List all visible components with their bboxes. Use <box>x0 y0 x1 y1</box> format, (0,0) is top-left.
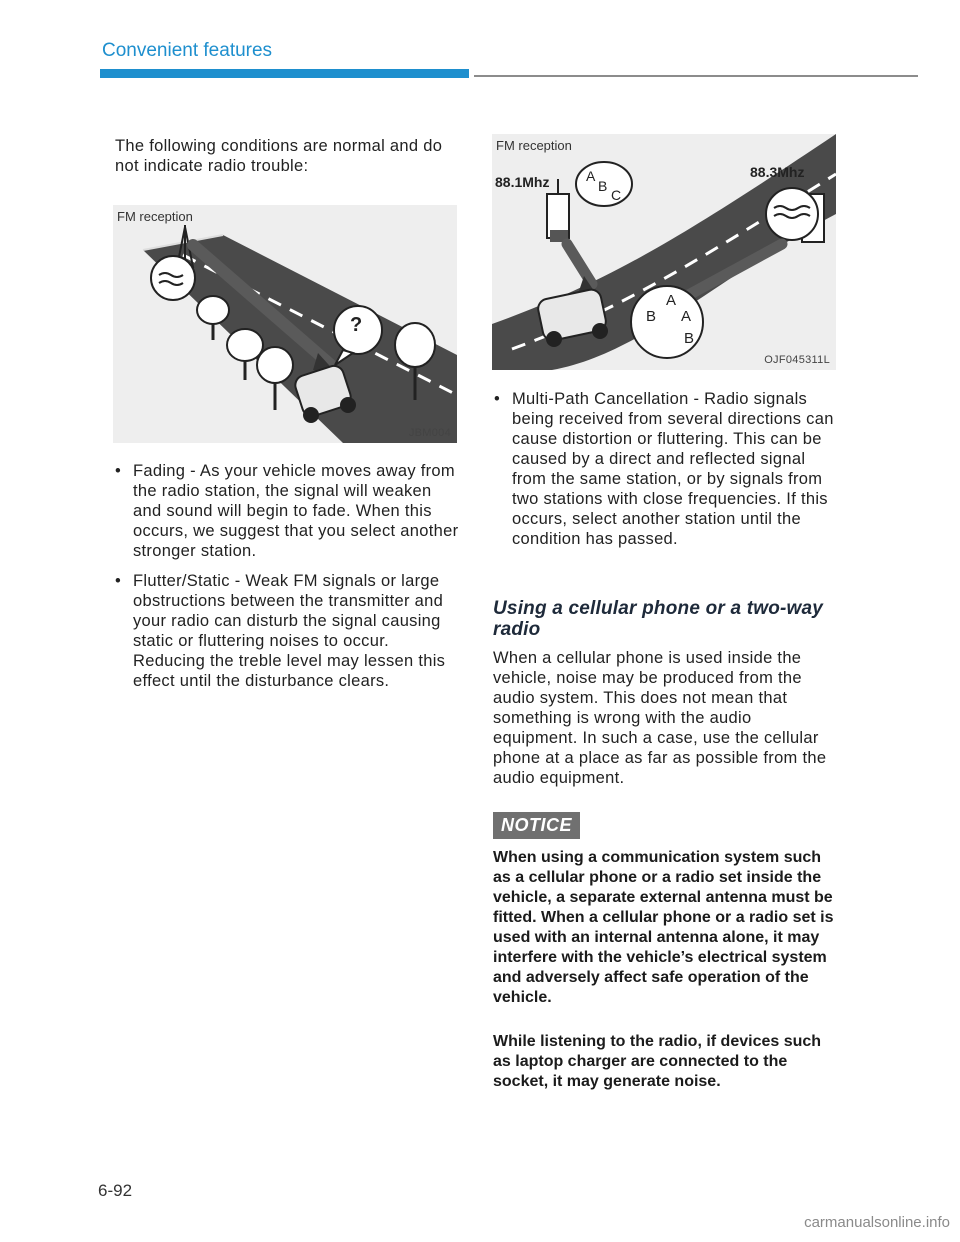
figure-code: JBM004 <box>408 427 451 439</box>
intro-paragraph: The following conditions are normal and do not indicate radio trouble: <box>115 137 443 175</box>
frequency-label-left: 88.1Mhz <box>495 174 550 190</box>
bubble-letter: C <box>611 187 622 203</box>
bullet-flutter <box>115 571 463 691</box>
question-mark: ? <box>350 314 363 336</box>
bubble-letter: A <box>586 168 596 184</box>
wave-letter: A <box>681 308 692 325</box>
bullet-list-right <box>494 389 842 549</box>
wave-letter: A <box>666 292 677 309</box>
cellular-paragraph: When a cellular phone is used inside the vehicle, noise may be produced from the audio system. This does not mean that something is wrong with the audio equipment. In such a case, use the cellular phone at a place as far as possible from the audio equipment. <box>493 649 827 787</box>
section-title: Convenient features <box>102 40 273 61</box>
figure-fading <box>113 205 457 443</box>
frequency-label-right: 88.3Mhz <box>750 164 805 180</box>
notice-paragraph-2: While listening to the radio, if devices such as laptop charger are connected to the socket, it may generate noise. <box>493 1033 822 1090</box>
wave-letter: B <box>646 308 657 325</box>
cellular-heading: Using a cellular phone or a two-way radio <box>493 598 824 640</box>
bullet-text: Flutter/Static - Weak FM signals or large obstructions between the transmitter and your radio can disturb the signal causing static or fluttering noises to occur. Reducing the treble level may lessen this effect until the disturbance clears. <box>133 572 446 690</box>
fading-illustration <box>113 205 457 443</box>
bullet-text: Fading - As your vehicle moves away from the radio station, the signal will weaken and sound will begin to fade. When this occurs, we suggest that you select another stronger station. <box>133 462 459 560</box>
bullet-marker: • <box>115 462 122 480</box>
bullet-fading <box>115 461 463 561</box>
bubble-letter: B <box>598 178 608 194</box>
header-rule <box>474 75 918 77</box>
figure-caption: FM reception <box>117 209 193 224</box>
notice-badge: NOTICE <box>493 812 580 839</box>
bullet-list-left <box>115 461 463 691</box>
watermark: carmanualsonline.info <box>804 1214 950 1231</box>
figure-code: OJF045311L <box>764 354 830 366</box>
bullet-text: Multi-Path Cancellation - Radio signals being received from several directions can cause distortion or fluttering. This can be caused by a direct and reflected signal from the same station, or by signals from two stations with close frequencies. If this occurs, select another station until the condition has passed. <box>512 390 834 548</box>
bullet-marker: • <box>494 390 501 408</box>
figure-caption: FM reception <box>496 138 572 153</box>
page-number: 6-92 <box>98 1181 133 1200</box>
header-rule-accent <box>100 69 469 78</box>
bullet-multipath <box>494 389 842 549</box>
wave-letter: B <box>684 330 695 347</box>
figure-multipath <box>492 134 836 370</box>
notice-paragraph-1: When using a communication system such as a cellular phone or a radio set inside the vehicle, a separate external antenna must be fitted. When a cellular phone or a radio set is used with an internal antenna alone, it may interfere with the vehicle’s electrical system and adversely affect safe operation of the vehicle. <box>493 849 834 1006</box>
bullet-marker: • <box>115 572 122 590</box>
